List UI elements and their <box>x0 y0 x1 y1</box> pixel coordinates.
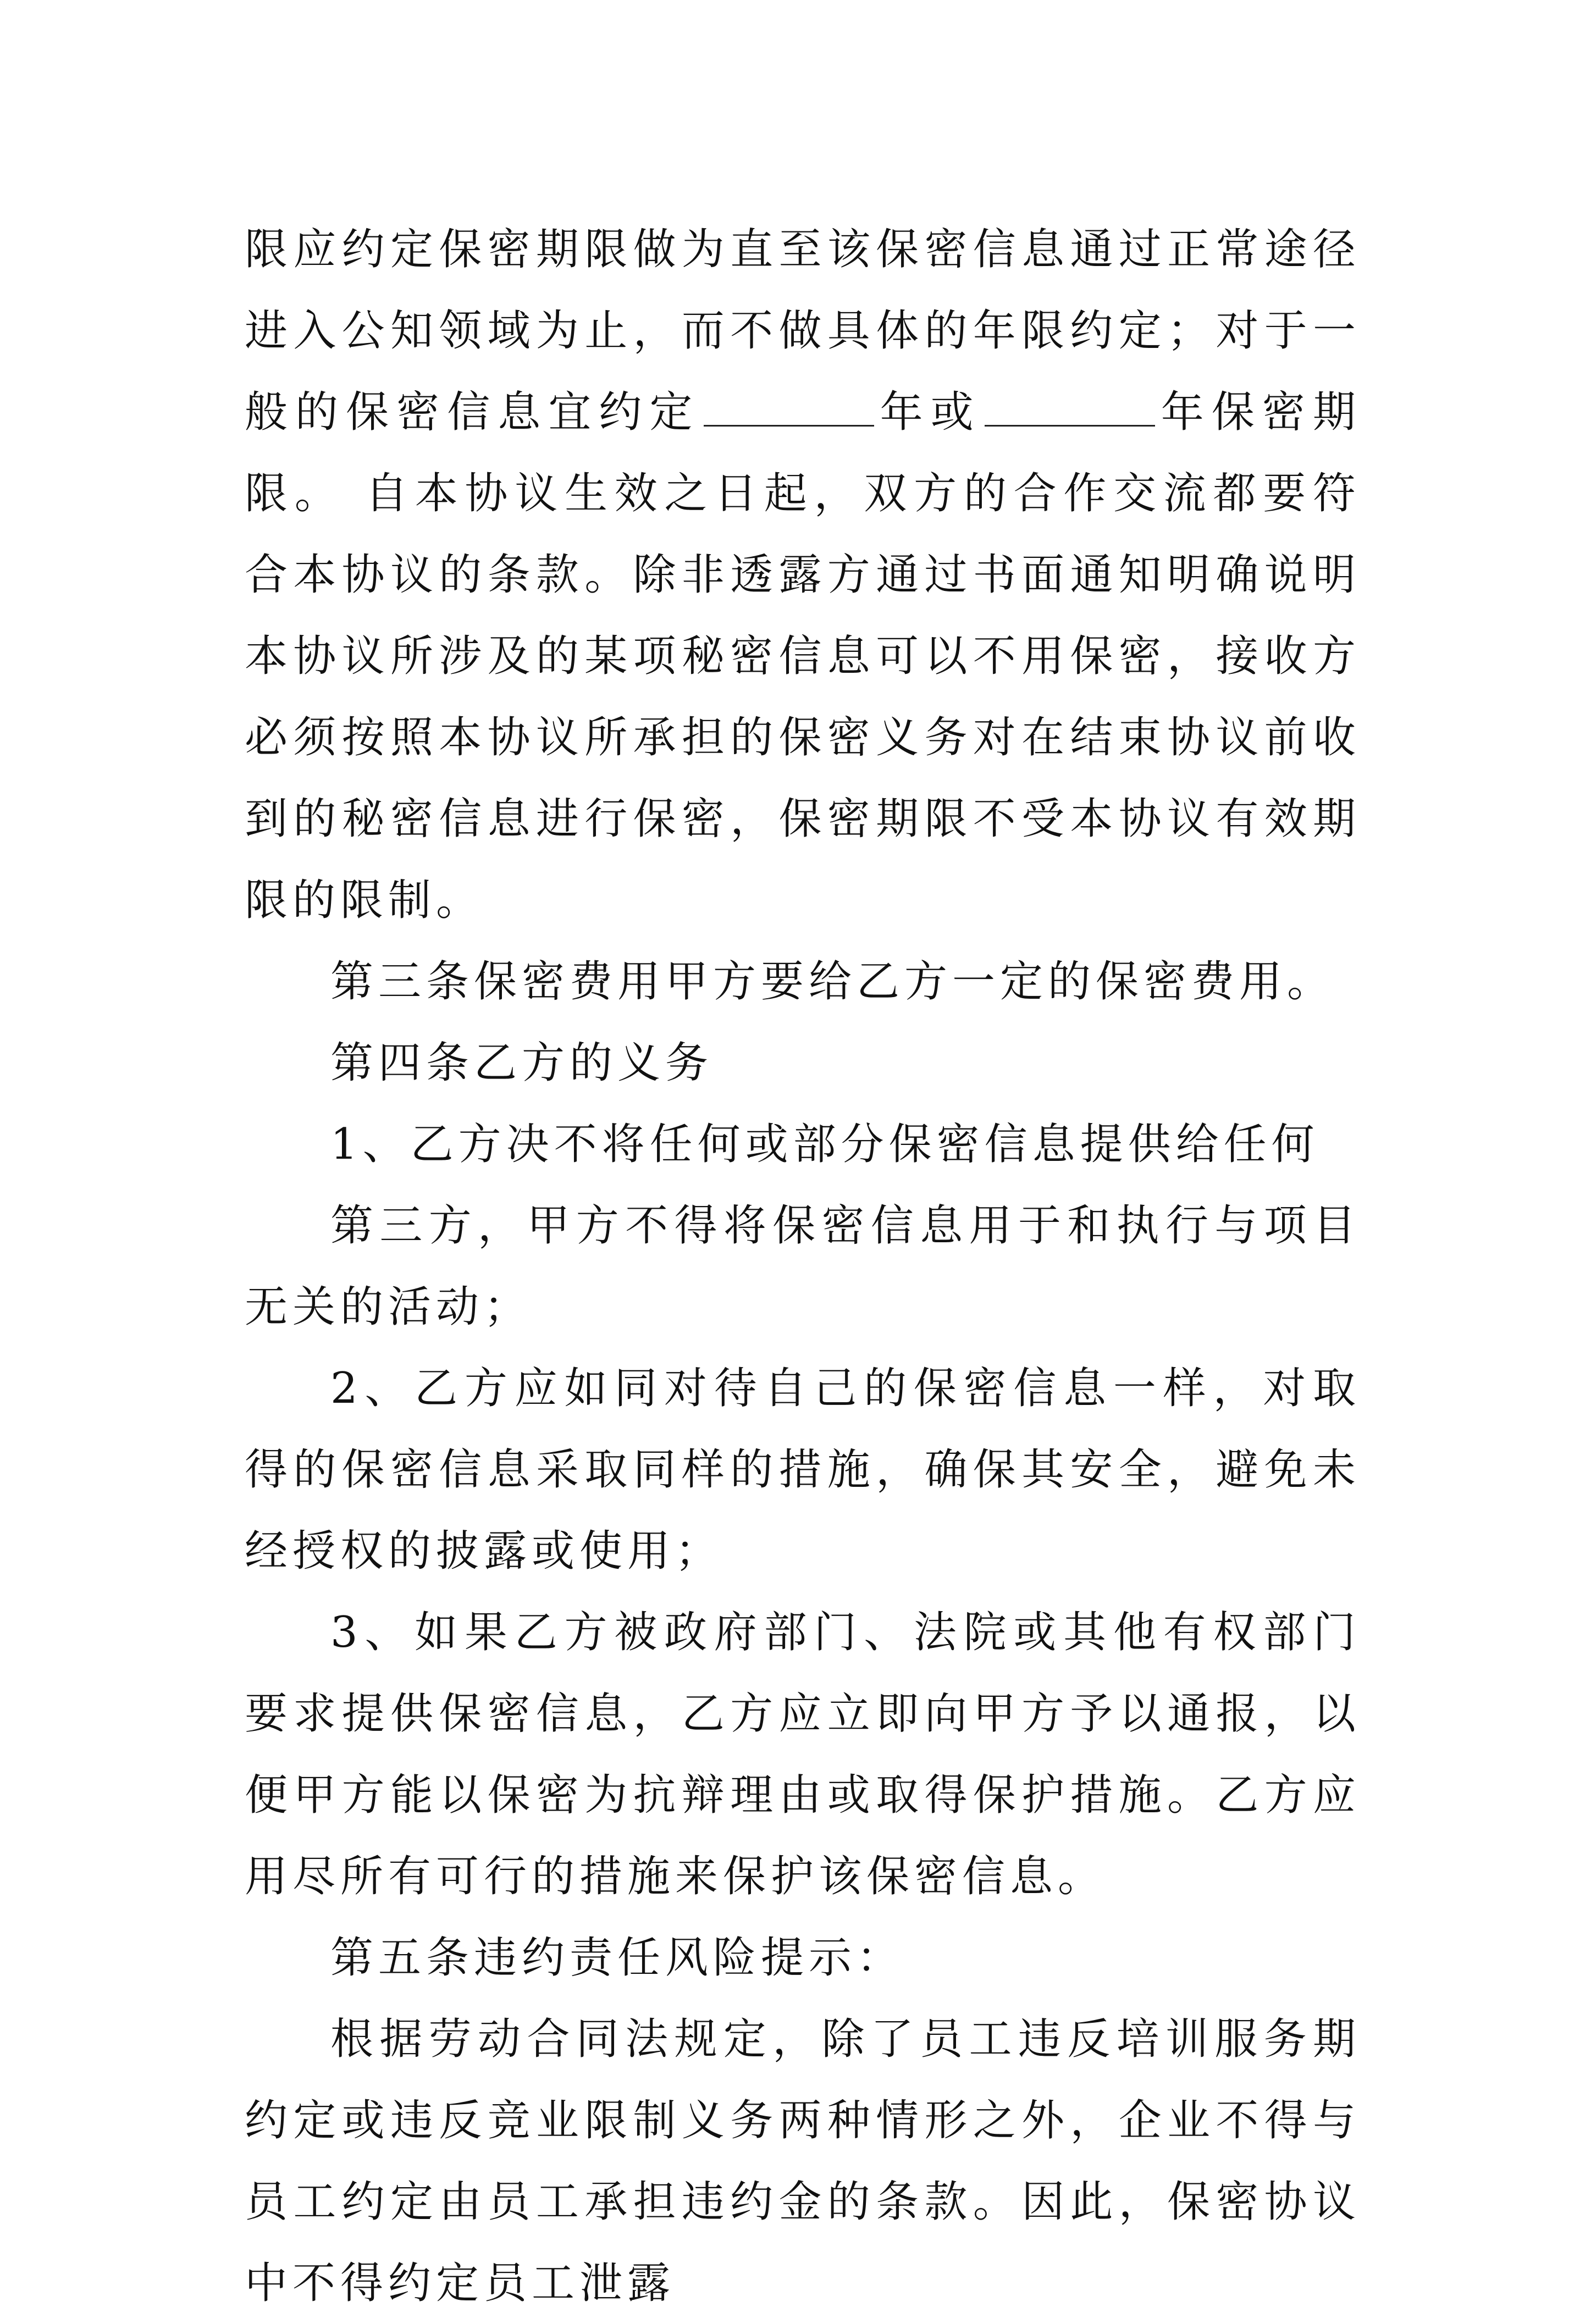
article-4-heading: 第四条乙方的义务 <box>330 1038 714 1088</box>
article-5-body: 根据劳动合同法规定，除了员工违反培训服务期约定或违反竞业限制义务两种情形之外，企业不得与员工约定由员工承担违约金的条款。因此，保密协议中不得约定员工泄露 <box>245 2015 1361 2308</box>
article-4-item-2: 2、乙方应如同对待自己的保密信息一样，对取得的保密信息采取同样的措施，确保其安全，避免未经授权的披露或使用； <box>245 1364 1361 1576</box>
article-4-item-3: 3、如果乙方被政府部门、法院或其他有权部门要求提供保密信息，乙方应立即向甲方予以通报，以便甲方能以保密为抗辩理由或取得保护措施。乙方应用尽所有可行的措施来保护该保密信息。 <box>245 1608 1361 1901</box>
paragraph-text: 年保密期限。 自本协议生效之日起，双方的合作交流都要符合本协议的条款。除非透露方通过书面通知明确说明本协议所涉及的某项秘密信息可以不用保密，接收方必须按照本协议所承担的保密义务对在结束协议前收到的秘密信息进行保密，保密期限不受本协议有效期限的限制。 <box>245 388 1361 925</box>
document-page <box>245 209 1361 2324</box>
paragraph-text: 年或 <box>877 388 981 437</box>
article-3-fees: 第三条保密费用甲方要给乙方一定的保密费用。 <box>330 957 1335 1006</box>
article-4-item-1: 1、乙方决不将任何或部分保密信息提供给任何 <box>330 1120 1319 1169</box>
fill-blank-years-2[interactable] <box>985 388 1155 427</box>
article-4-item-1-continued: 第三方，甲方不得将保密信息用于和执行与项目无关的活动； <box>245 1201 1361 1332</box>
article-5-heading: 第五条违约责任风险提示： <box>330 1933 905 1983</box>
paragraph-text: 限应约定保密期限做为直至该保密信息通过正常途径进入公知领域为止，而不做具体的年限约定；对于一般的保密信息宜约定 <box>245 225 1361 437</box>
paragraph-confidentiality-term <box>245 209 1361 941</box>
fill-blank-years-1[interactable] <box>704 388 874 427</box>
